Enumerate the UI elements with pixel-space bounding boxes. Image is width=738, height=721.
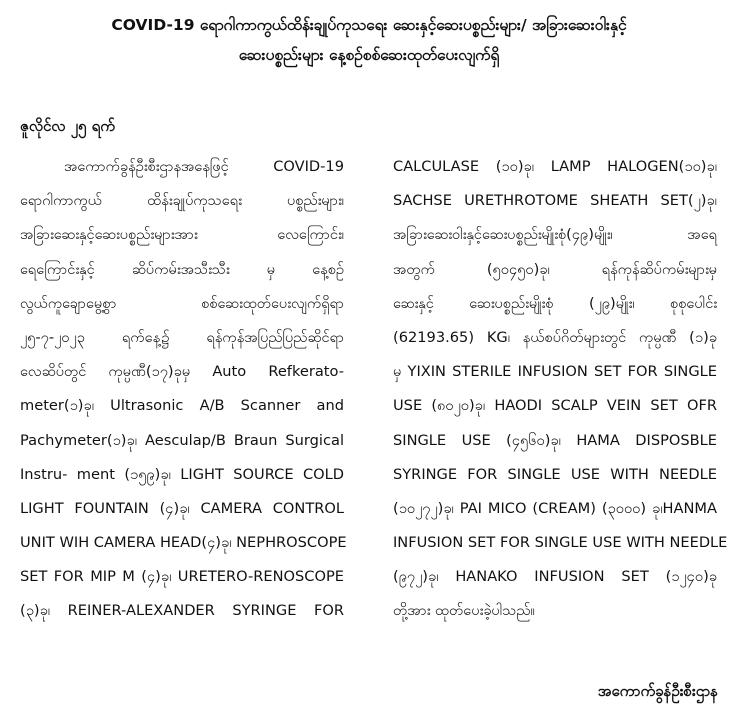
body-line: LIGHT FOUNTAIN (၄)ခု၊ CAMERA CONTROL: [20, 499, 344, 517]
body-line: SYRINGE FOR SINGLE USE WITH NEEDLE: [393, 465, 717, 483]
body-line: ၂၅-၇-၂၀၂၃ ရက်နေ့၌ ရန်ကုန်အပြည်ပြည်ဆိုင်ရာ: [20, 328, 344, 346]
article-title-line-2: ဆေးပစ္စည်းများ နေ့စဉ်စစ်ဆေးထုတ်ပေးလျက်ရှိ: [238, 46, 500, 64]
body-line: (62193.65) KG၊ နယ်စပ်ဂိတ်များတွင် ကုမ္ပဏီ (၁)ခု: [393, 328, 717, 346]
body-column-right: [393, 150, 728, 629]
body-line: ရေကြောင်းနှင့် ဆိပ်ကမ်းအသီးသီး မှ နေ့စဉ်: [20, 260, 344, 278]
body-line: အတွက် (၅၀၄၅၀)ခု၊ ရန်ကုန်ဆိပ်ကမ်းများမှ: [393, 260, 717, 278]
body-line: အခြားဆေးနှင့်ဆေးပစ္စည်းများအား လေကြောင်း၊: [20, 226, 344, 244]
body-line: SACHSE URETHROTOME SHEATH SET(၂)ခု၊: [393, 192, 717, 210]
article-date: ဇူလိုင်လ ၂၅ ရက်: [20, 117, 115, 135]
body-line: INFUSION SET FOR SINGLE USE WITH NEEDLE: [393, 534, 728, 552]
body-line: meter(၁)ခု၊ Ultrasonic A/B Scanner and: [20, 397, 344, 415]
body-line: တို့အား ထုတ်ပေးခဲ့ပါသည်။: [393, 602, 535, 620]
body-column-left: [20, 150, 347, 629]
body-line: (၉၇၂)ခု၊ HANAKO INFUSION SET (၁၂၄၀)ခု: [393, 568, 717, 586]
article-title: [20, 10, 718, 70]
signature-department: အကောက်ခွန်ဦးစီးဌာန: [597, 682, 718, 700]
body-line: CALCULASE (၁၀)ခု၊ LAMP HALOGEN(၁၀)ခု၊: [393, 158, 717, 175]
body-line: ရောဂါကာကွယ် ထိန်းချုပ်ကုသရေး ပစ္စည်းများ၊: [20, 192, 344, 210]
article-title-line-1: COVID-19 ရောဂါကာကွယ်ထိန်းချုပ်ကုသရေး ဆေးနှင့်ဆေးပစ္စည်းများ/ အခြားဆေးဝါးနှင့်: [111, 16, 627, 34]
body-line: (၃)ခု၊ REINER-ALEXANDER SYRINGE FOR: [20, 602, 344, 620]
body-line: မှ YIXIN STERILE INFUSION SET FOR SINGLE: [393, 363, 717, 381]
body-line: USE (၈၀၂၀)ခု၊ HAODI SCALP VEIN SET OFR: [393, 397, 717, 415]
body-line: SINGLE USE (၄၅၆၀)ခု၊ HAMA DISPOSBLE: [393, 431, 717, 449]
body-line: (၁၀၂၇၂)ခု၊ PAI MICO (CREAM) (၃၀၀၀) ခု၊HANMA: [393, 499, 717, 517]
body-line: လေဆိပ်တွင် ကုမ္ပဏီ(၁၇)ခုမှ Auto Refkerato-: [20, 363, 344, 381]
body-line: Pachymeter(၁)ခု၊ Aesculap/B Braun Surgical: [20, 431, 344, 449]
body-line: လွယ်ကူချောမွေ့စွာ စစ်ဆေးထုတ်ပေးလျက်ရှိရာ: [20, 294, 344, 312]
body-line: အခြားဆေးဝါးနှင့်ဆေးပစ္စည်းမျိုးစုံ(၄၉)မျိုး၊ အရေ: [393, 226, 717, 244]
body-line: ဆေးနှင့် ဆေးပစ္စည်းမျိုးစုံ (၂၉)မျိုး၊ စုစုပေါင်း: [393, 294, 717, 312]
body-line: UNIT WIH CAMERA HEAD(၄)ခု၊ NEPHROSCOPE: [20, 534, 347, 552]
body-line: SET FOR MIP M (၄)ခု၊ URETERO-RENOSCOPE: [20, 568, 344, 586]
body-line: အကောက်ခွန်ဦးစီးဌာနအနေဖြင့် COVID-19: [64, 158, 344, 175]
body-line: Instru- ment (၁၅၉)ခု၊ LIGHT SOURCE COLD: [20, 465, 344, 483]
